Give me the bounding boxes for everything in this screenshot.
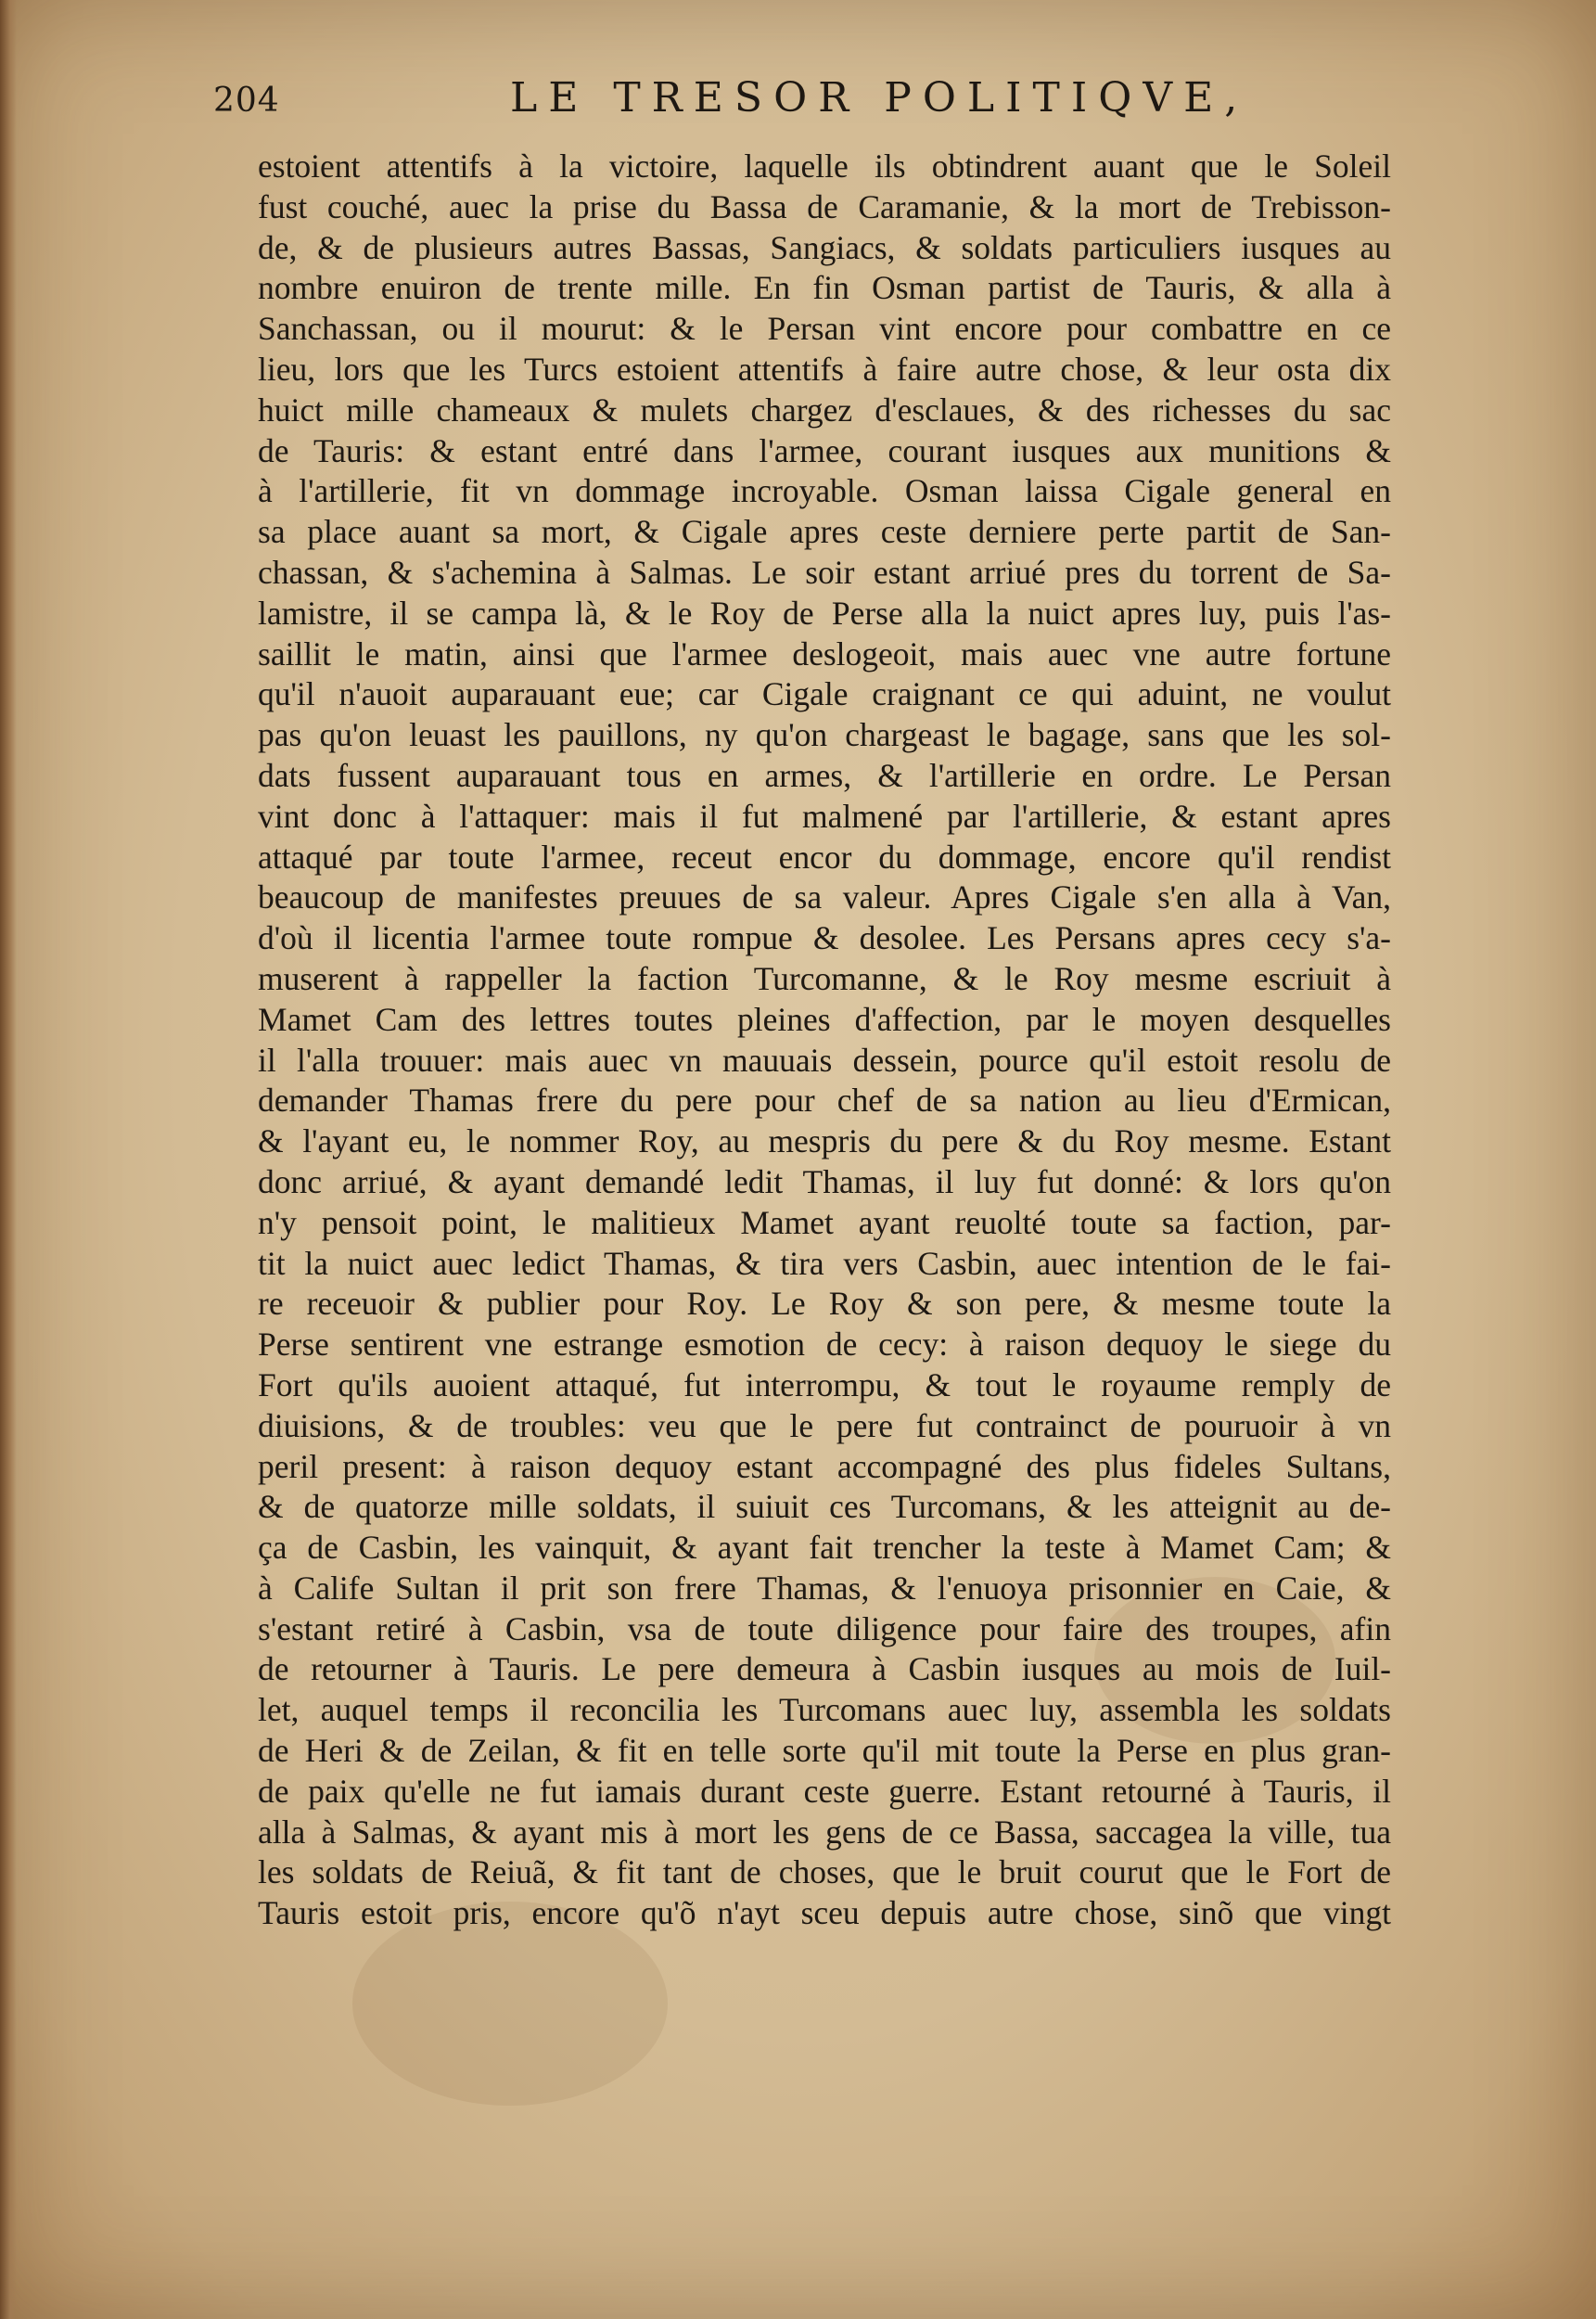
text-line: pas qu'on leuast les pauillons, ny qu'on chargeast le bagage, sans que les sol-: [258, 716, 1391, 754]
text-line: Mamet Cam des lettres toutes pleines d'affection, par le moyen desquelles: [258, 1000, 1391, 1038]
page-left-edge: [0, 0, 17, 2319]
text-line: & l'ayant eu, le nommer Roy, au mespris du pere & du Roy mesme. Estant: [258, 1122, 1391, 1160]
text-line: lamistre, il se campa là, & le Roy de Perse alla la nuict apres luy, puis l'as-: [258, 594, 1391, 632]
text-line: les soldats de Reiuã, & fit tant de choses, que le bruit courut que le Fort de: [258, 1853, 1391, 1891]
running-head: [213, 74, 1270, 130]
text-line: de Tauris: & estant entré dans l'armee, courant iusques aux munitions &: [258, 431, 1391, 469]
text-line: Perse sentirent vne estrange esmotion de cecy: à raison dequoy le siege du: [258, 1326, 1391, 1364]
text-line: Tauris estoit pris, encore qu'õ n'ayt sceu depuis autre chose, sinõ que vingt: [258, 1894, 1391, 1932]
text-line: de retourner à Tauris. Le pere demeura à Casbin iusques au mois de Iuil-: [258, 1650, 1391, 1688]
text-line: à l'artillerie, fit vn dommage incroyable. Osman laissa Cigale general en: [258, 472, 1391, 510]
text-line: fust couché, auec la prise du Bassa de Caramanie, & la mort de Trebisson-: [258, 187, 1391, 225]
text-line: re receuoir & publier pour Roy. Le Roy & son pere, & mesme toute la: [258, 1285, 1391, 1323]
text-line: muserent à rappeller la faction Turcomanne, & le Roy mesme escriuit à: [258, 959, 1391, 997]
text-line: estoient attentifs à la victoire, laquelle ils obtindrent auant que le Soleil: [258, 147, 1391, 185]
text-line: let, auquel temps il reconcilia les Turcomans auec luy, assembla les soldats: [258, 1691, 1391, 1729]
text-line: n'y pensoit point, le malitieux Mamet ayant reuolté toute sa faction, par-: [258, 1203, 1391, 1241]
text-line: & de quatorze mille soldats, il suiuit ces Turcomans, & les atteignit au de-: [258, 1488, 1391, 1526]
text-line: vint donc à l'attaquer: mais il fut malmené par l'artillerie, & estant apres: [258, 797, 1391, 835]
text-line: chassan, & s'achemina à Salmas. Le soir estant arriué pres du torrent de Sa-: [258, 553, 1391, 591]
text-line: Fort qu'ils auoient attaqué, fut interrompu, & tout le royaume remply de: [258, 1365, 1391, 1403]
text-line: huict mille chameaux & mulets chargez d'esclaues, & des richesses du sac: [258, 391, 1391, 429]
text-line: beaucoup de manifestes preuues de sa valeur. Apres Cigale s'en alla à Van,: [258, 878, 1391, 916]
text-line: diuisions, & de troubles: veu que le pere fut contrainct de pouruoir à vn: [258, 1406, 1391, 1444]
text-line: à Calife Sultan il prit son frere Thamas, & l'enuoya prisonnier en Caie, &: [258, 1569, 1391, 1607]
text-line: sa place auant sa mort, & Cigale apres ceste derniere perte partit de San-: [258, 513, 1391, 551]
page-number: 204: [213, 82, 280, 120]
text-line: saillit le matin, ainsi que l'armee deslogeoit, mais auec vne autre fortune: [258, 634, 1391, 673]
text-line: peril present: à raison dequoy estant accompagné des plus fideles Sultans,: [258, 1447, 1391, 1485]
text-line: ça de Casbin, les vainquit, & ayant fait trencher la teste à Mamet Cam; &: [258, 1529, 1391, 1567]
text-line: tit la nuict auec ledict Thamas, & tira vers Casbin, auec intention de le fai-: [258, 1244, 1391, 1282]
text-line: lieu, lors que les Turcs estoient attentifs à faire autre chose, & leur osta dix: [258, 350, 1391, 388]
body-text: [258, 147, 1391, 1934]
text-line: de Heri & de Zeilan, & fit en telle sorte qu'il mit toute la Perse en plus gran-: [258, 1732, 1391, 1770]
running-title: LE TRESOR POLITIQVE,: [510, 74, 1249, 122]
text-line: s'estant retiré à Casbin, vsa de toute diligence pour faire des troupes, afin: [258, 1609, 1391, 1647]
text-line: alla à Salmas, & ayant mis à mort les gens de ce Bassa, saccagea la ville, tua: [258, 1813, 1391, 1851]
text-line: de paix qu'elle ne fut iamais durant ceste guerre. Estant retourné à Tauris, il: [258, 1772, 1391, 1810]
text-line: il l'alla trouuer: mais auec vn mauuais dessein, pource qu'il estoit resolu de: [258, 1041, 1391, 1079]
text-line: attaqué par toute l'armee, receut encor du dommage, encore qu'il rendist: [258, 838, 1391, 876]
text-line: Sanchassan, ou il mourut: & le Persan vint encore pour combattre en ce: [258, 310, 1391, 348]
text-line: donc arriué, & ayant demandé ledit Thamas, il luy fut donné: & lors qu'on: [258, 1162, 1391, 1200]
text-line: qu'il n'auoit auparauant eue; car Cigale craignant ce qui aduint, ne voulut: [258, 675, 1391, 713]
text-line: demander Thamas frere du pere pour chef de sa nation au lieu d'Ermican,: [258, 1082, 1391, 1120]
text-line: de, & de plusieurs autres Bassas, Sangiacs, & soldats particuliers iusques au: [258, 228, 1391, 266]
text-line: nombre enuiron de trente mille. En fin Osman partist de Tauris, & alla à: [258, 269, 1391, 307]
text-line: dats fussent auparauant tous en armes, & l'artillerie en ordre. Le Persan: [258, 756, 1391, 794]
text-line: d'où il licentia l'armee toute rompue & desolee. Les Persans apres cecy s'a-: [258, 919, 1391, 957]
